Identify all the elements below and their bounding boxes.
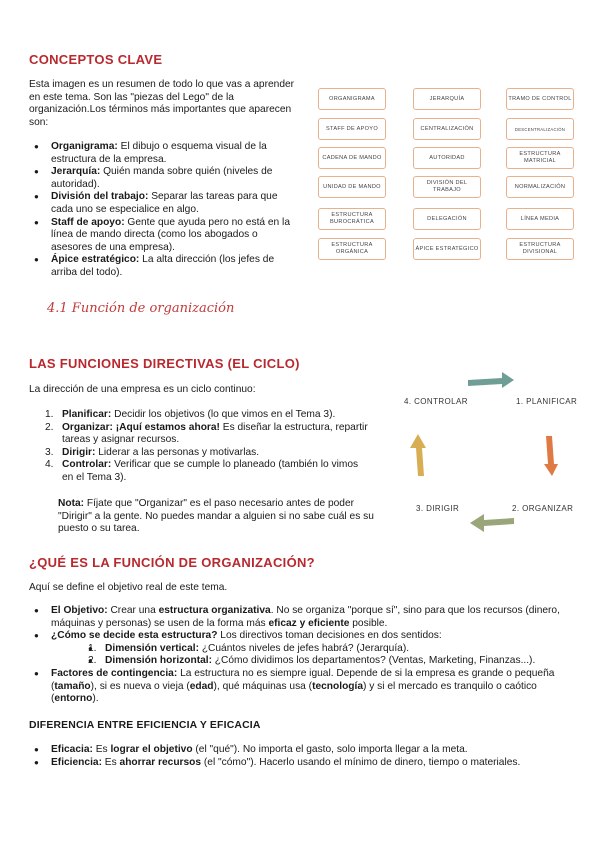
list-item: ● División del trabajo: Separar las tareas para que cada uno se especialice en algo. [29,191,301,216]
concept-box: ÁPICE ESTRATÉGICO [413,238,481,260]
concept-box: ESTRUCTURA BUROCRÁTICA [318,208,386,230]
list-item: 2. Organizar: ¡Aquí estamos ahora! Es diseñar la estructura, repartir tareas y asignar recursos. [45,421,368,446]
section-title-organizacion: ¿QUÉ ES LA FUNCIÓN DE ORGANIZACIÓN? [29,555,315,570]
cycle-label-org: 2. ORGANIZAR [512,504,574,513]
list-item: ● Factores de contingencia: La estructura no es siempre igual. Depende de si la empresa es grande o pequeña (tamaño), si es nueva o vieja (edad), qué máquinas usa (tecnología) y si el mercado es tranquilo o caótico (entorno). [29,668,575,706]
concept-list [29,141,301,280]
section-intro: Aquí se define el objetivo real de este tema. [29,582,228,593]
dimension-list [83,643,575,668]
concept-box: AUTORIDAD [413,147,481,169]
arrow-bottom-icon [470,514,514,532]
list-item: ● Ápice estratégico: La alta dirección (los jefes de arriba del todo). [29,254,301,279]
concept-box: NORMALIZACIÓN [506,176,574,198]
concept-box: UNIDAD DE MANDO [318,176,386,198]
concept-box: DESCENTRALIZACIÓN [506,118,574,140]
list-item: ● Eficacia: Es lograr el objetivo (el "qué"). No importa el gasto, solo importa llegar a la meta. [29,744,575,757]
functions-list [40,409,368,485]
section-intro: Esta imagen es un resumen de todo lo que vas a aprender en este tema. Son las "piezas del Lego" de la organización.Los términos más importantes que aparecen son: [29,79,295,128]
concept-box: ESTRUCTURA DIVISIONAL [506,238,574,260]
arrow-top-icon [468,372,514,388]
handwritten-heading: 4.1 Función de organización [47,301,235,316]
concept-box: ESTRUCTURA MATRICIAL [506,147,574,169]
arrow-left-icon [410,434,426,476]
list-item: 3. Dirigir: Liderar a las personas y motivarlas. [45,446,260,458]
efficiency-list [29,744,575,769]
list-item: 1. Planificar: Decidir los objetivos (lo que vimos en el Tema 3). [45,409,336,420]
section-title-funciones: LAS FUNCIONES DIRECTIVAS (EL CICLO) [29,356,300,371]
concept-box-grid [318,86,580,264]
section-title-conceptos: CONCEPTOS CLAVE [29,52,163,67]
list-item: 4. Controlar: Verificar que se cumple lo planeado (también lo vimos en el Tema 3). [45,459,359,483]
cycle-label-dir: 3. DIRIGIR [416,504,460,513]
section-title-eficiencia: DIFERENCIA ENTRE EFICIENCIA Y EFICACIA [29,720,261,731]
note-paragraph: Nota: Fíjate que "Organizar" es el paso necesario antes de poder "Dirigir" a la gente. No puedes mandar a alguien si no sabe cuál es su puesto o su tarea. [58,498,374,535]
concept-box: JERARQUÍA [413,88,481,110]
section-intro: La dirección de una empresa es un ciclo continuo: [29,384,256,395]
cycle-label-plan: 1. PLANIFICAR [516,397,578,406]
cycle-arrows [398,360,580,540]
concept-box: ORGANIGRAMA [318,88,386,110]
concept-box: STAFF DE APOYO [318,118,386,140]
list-item: ● ¿Cómo se decide esta estructura? Los directivos toman decisiones en dos sentidos: ● 1. Dimensión vertical: ¿Cuántos niveles de jefes habrá? (Jerarquía). ● 2. Dimensión horizontal: ¿Cómo dividimos los departamentos? (Ventas, Marketing, Finanzas...). [29,630,575,668]
concept-box: CENTRALIZACIÓN [413,118,481,140]
list-item: ● Staff de apoyo: Gente que ayuda pero no está en la línea de mando directa (como los abogados o asesores de una empresa). [29,217,301,255]
concept-box: DIVISIÓN DEL TRABAJO [413,176,481,198]
organization-list [29,605,575,706]
concept-box: CADENA DE MANDO [318,147,386,169]
concept-box: ESTRUCTURA ORGÁNICA [318,238,386,260]
list-item: ● Eficiencia: Es ahorrar recursos (el "cómo"). Hacerlo usando el mínimo de dinero, tiempo o materiales. [29,757,575,770]
list-item: ● El Objetivo: Crear una estructura organizativa. No se organiza "porque sí", sino para que los recursos (dinero, máquinas y personas) se usen de la forma más eficaz y eficiente posible. [29,605,575,630]
cycle-label-ctrl: 4. CONTROLAR [404,397,468,406]
concept-box: DELEGACIÓN [413,208,481,230]
list-item: ● Organigrama: El dibujo o esquema visual de la estructura de la empresa. [29,141,301,166]
list-item: ● Jerarquía: Quién manda sobre quién (niveles de autoridad). [29,166,301,191]
list-item: ● 2. Dimensión horizontal: ¿Cómo dividimos los departamentos? (Ventas, Marketing, Finanzas...). [83,655,575,668]
list-item: ● 1. Dimensión vertical: ¿Cuántos niveles de jefes habrá? (Jerarquía). [83,643,575,656]
arrow-right-icon [544,436,558,476]
concept-box: LÍNEA MEDIA [506,208,574,230]
management-cycle-diagram [398,360,580,540]
concept-box: TRAMO DE CONTROL [506,88,574,110]
